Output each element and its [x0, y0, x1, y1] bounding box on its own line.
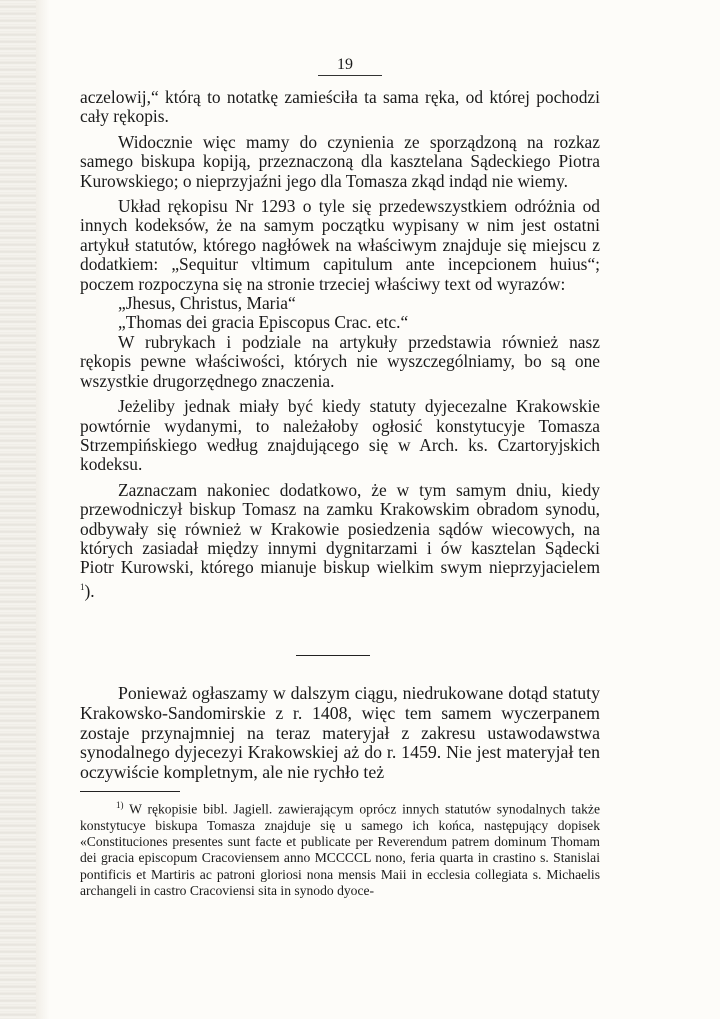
second-section [80, 684, 600, 783]
paragraph-7: Ponieważ ogłaszamy w dalszym ciągu, niedrukowane dotąd statuty Krakowsko-Sandomirskie z r. 1408, więc tem samem wyczerpanem zostaje przynajmniej na teraz materyjał z zakresu ustawodawstwa synodalnego dyjecezyi Krakowskiej aż do r. 1459. Nie jest materyjał ten oczywiście kompletnym, ale nie rychło też [80, 683, 600, 783]
page-number: 19 [337, 56, 353, 73]
footnote-rule [80, 791, 180, 792]
footnote-text: W rękopisie bibl. Jagiell. zawierającym oprócz innych statutów synodalnych także konstytucye biskupa Tomasza znajduje się u samego ich końca, następujący dopisek «Constituciones presentes sunt facte et publicate per Reverendum patrem dominum Thomam dei gracia episcopum Cracoviensem anno MCCCCL nono, feria quarta in crastino s. Stanislai pontificis et Martiris ac patroni gloriosi nona mensis Maii in ecclesia collegiata s. Michaelis archangeli in castro Cracoviensi sita in synodo dyoce- [80, 801, 600, 899]
footnote-mark: 1) [116, 800, 124, 810]
main-text [80, 88, 600, 601]
quote-line-1: „Jhesus, Christus, Maria“ [118, 293, 296, 314]
paragraph-5: Jeżeliby jednak miały być kiedy statuty dyjecezalne Krakowskie powtórnie wydanymi, to należałoby ogłosić konstytucyje Tomasza Strzempińskiego według znajdującego się w Arch. ks. Czartoryjskich kodeksu. [80, 396, 600, 475]
footnote-reference-suffix: ). [84, 580, 95, 601]
paragraph-4: W rubrykach i podziale na artykuły przedstawia również nasz rękopis pewne właściwości, których nie wyszczególniamy, bo są one wszystkie drugorzędnego znaczenia. [80, 331, 600, 391]
footnote-reference[interactable]: 1 [80, 581, 85, 592]
page-number-underline [318, 75, 382, 76]
scan-edge [0, 0, 36, 1019]
paragraph-6 [80, 481, 600, 601]
scan-edge-shadow [36, 0, 50, 1019]
paragraph-1: aczelowij,“ którą to notatkę zamieściła ta sama ręka, od której pochodzi cały rękopis. [80, 87, 600, 127]
paragraph-6-text: Zaznaczam nakoniec dodatkowo, że w tym samym dniu, kiedy przewodniczył biskup Tomasz na zamku Krakowskim obradom synodu, odbywały się również w Krakowie posiedzenia sądów wiecowych, na których zasiadał między innymi dygnitarzami i ów kasztelan Sądecki Piotr Kurowski, którego mianuje biskup wielkim swym nieprzyjacielem [80, 479, 600, 578]
footnote [80, 797, 600, 899]
paragraph-3: Układ rękopisu Nr 1293 o tyle się przedewszystkiem odróżnia od innych kodeksów, że na samym początku wypisany w nim jest ostatni artykuł statutów, którego nagłówek na właściwym znajduje się miejscu z dodatkiem: „Sequitur vltimum capitulum ante incepcionem huius“; poczem rozpoczyna się na stronie trzeciej właściwy text od wyrazów: [80, 196, 600, 294]
section-divider [296, 655, 370, 656]
quote-line-2: „Thomas dei gracia Episcopus Crac. etc.“ [118, 312, 409, 333]
paragraph-2: Widocznie więc mamy do czynienia ze sporządzoną na rozkaz samego biskupa kopiją, przeznaczoną dla kasztelana Sądeckiego Piotra Kurowskiego; o nieprzyjaźni jego dla Tomasza zkąd indąd nie wiemy. [80, 131, 600, 191]
